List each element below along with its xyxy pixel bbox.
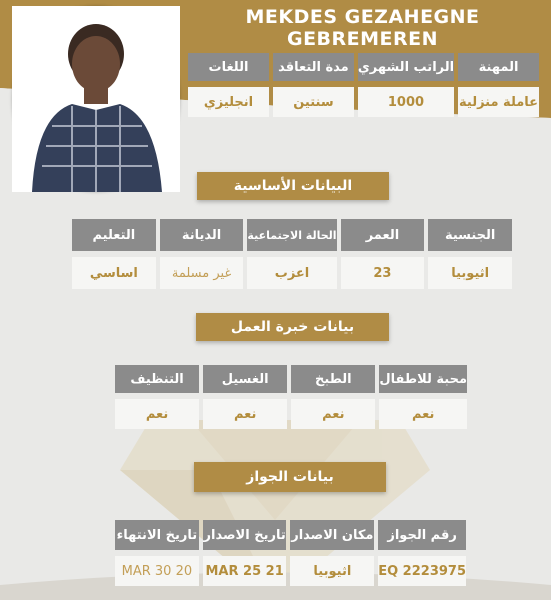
religion-value: غير مسلمة [160,257,244,289]
experience-section-title: بيانات خبرة العمل [196,313,389,341]
basic-info-table [72,219,512,289]
issue-place-value: اثيوبيا [290,556,374,586]
issue-date-header: تاريخ الاصدار [203,520,287,550]
worker-photo [12,6,180,192]
education-value: اساسي [72,257,156,289]
cooking-header: الطبخ [291,365,375,393]
nationality-value: اثيوبيا [428,257,512,289]
childcare-value: نعم [379,399,467,429]
job-header: المهنة [458,53,539,81]
basic-section-title: البيانات الأساسية [197,172,389,200]
cleaning-header: التنظيف [115,365,199,393]
childcare-header: محبة للاطفال [379,365,467,393]
job-value: عاملة منزلية [458,87,539,117]
age-value: 23 [341,257,425,289]
washing-value: نعم [203,399,287,429]
cooking-value: نعم [291,399,375,429]
cleaning-value: نعم [115,399,199,429]
issue-date-value: MAR 25 21 [203,556,287,586]
issue-place-header: مكان الاصدار [290,520,374,550]
job-table [188,53,539,117]
experience-table [115,365,467,429]
nationality-header: الجنسية [428,219,512,251]
education-header: التعليم [72,219,156,251]
religion-header: الديانة [160,219,244,251]
marital-status-header: الحالة الاجتماعية [247,219,336,251]
salary-header: الراتب الشهري [358,53,454,81]
passport-number-value: EQ 2223975 [378,556,466,586]
passport-table [115,520,466,586]
passport-section-title: بيانات الجواز [194,462,386,492]
salary-value: 1000 [358,87,454,117]
contract-value: سنتين [273,87,354,117]
expiry-date-header: تاريخ الانتهاء [115,520,199,550]
contract-header: مدة التعاقد [273,53,354,81]
expiry-date-value: MAR 30 20 [115,556,199,586]
washing-header: الغسيل [203,365,287,393]
worker-name: MEKDES GEZAHEGNE GEBREMEREN [245,6,480,50]
languages-header: اللغات [188,53,269,81]
marital-status-value: اعزب [247,257,336,289]
passport-number-header: رقم الجواز [378,520,466,550]
age-header: العمر [341,219,425,251]
languages-value: انجليزي [188,87,269,117]
